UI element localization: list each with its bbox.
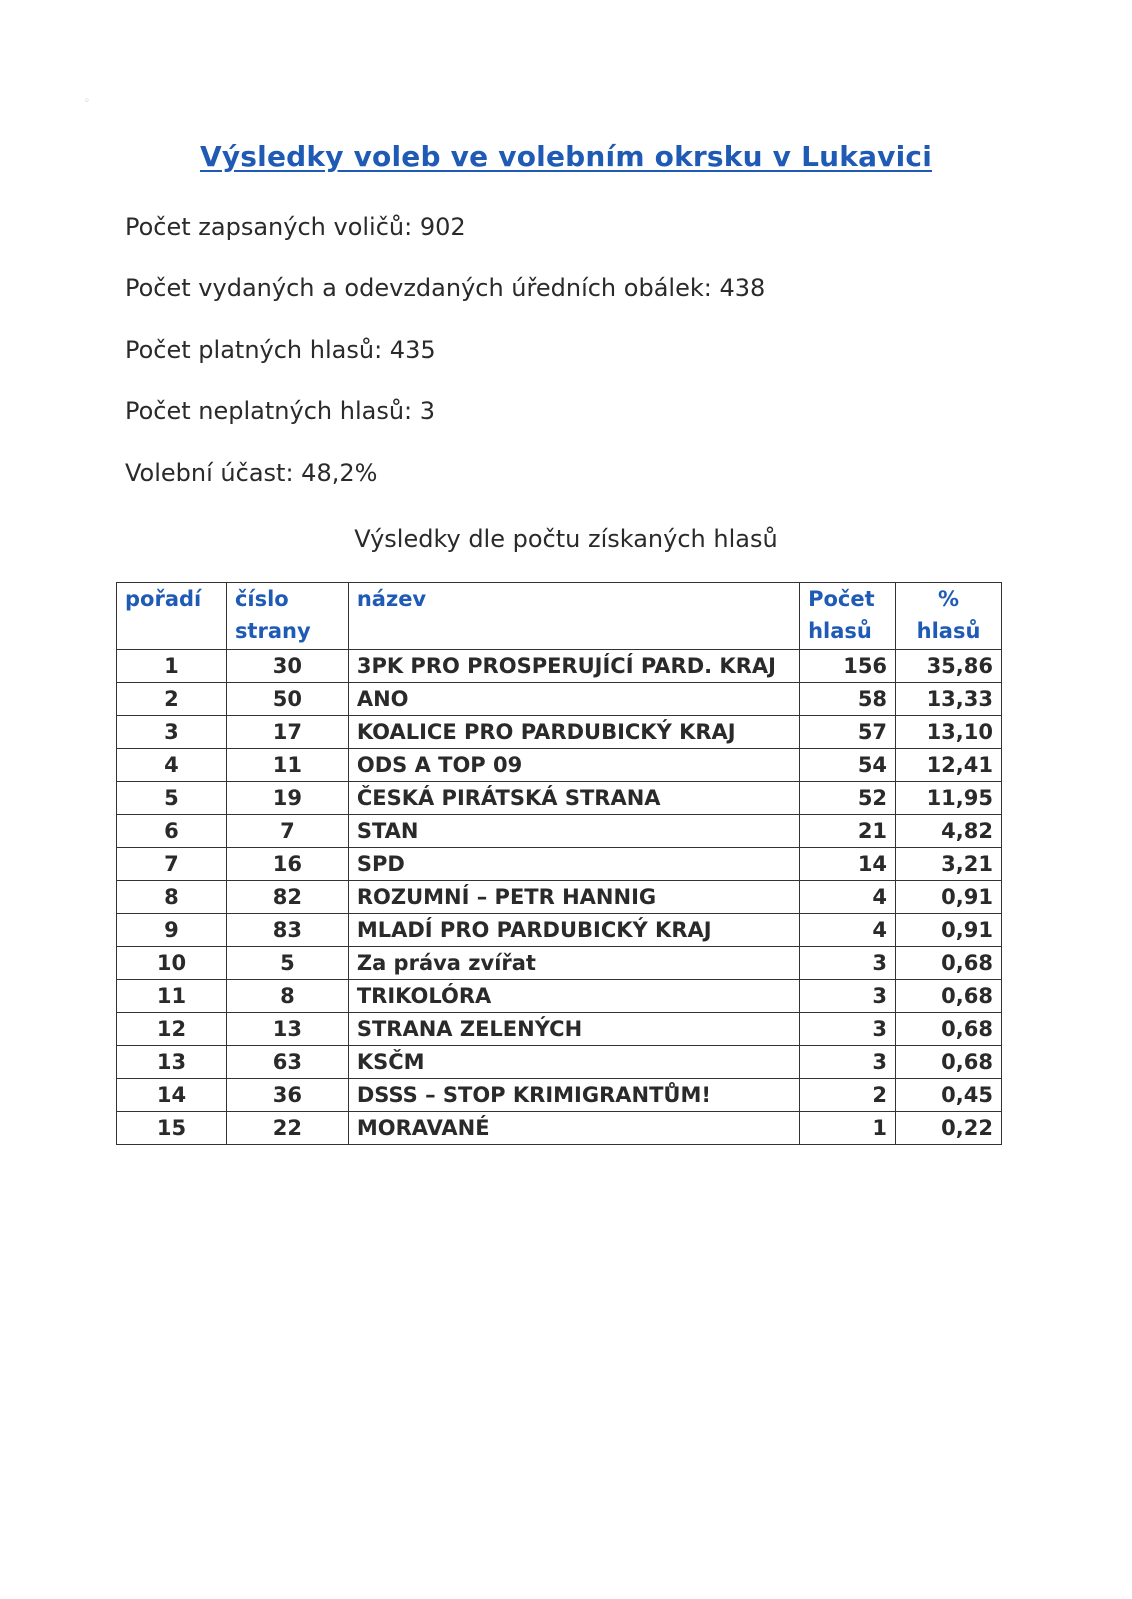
stat-label: Volební účast: <box>125 459 294 487</box>
stat-value: 438 <box>719 274 766 302</box>
cell-party-number: 83 <box>226 914 348 947</box>
cell-votes: 3 <box>800 1046 896 1079</box>
cell-rank: 11 <box>117 980 227 1013</box>
cell-party-number: 8 <box>226 980 348 1013</box>
table-row <box>117 1046 1002 1079</box>
cell-percent: 35,86 <box>896 650 1002 683</box>
cell-party-name: ANO <box>348 683 799 716</box>
cell-party-number: 13 <box>226 1013 348 1046</box>
cell-party-name: ODS A TOP 09 <box>348 749 799 782</box>
cell-percent: 0,68 <box>896 1046 1002 1079</box>
cell-party-name: Za práva zvířat <box>348 947 799 980</box>
header-party-number-line2: strany <box>234 619 311 643</box>
cell-percent: 0,68 <box>896 980 1002 1013</box>
stat-label: Počet platných hlasů: <box>125 336 383 364</box>
table-row <box>117 980 1002 1013</box>
cell-rank: 4 <box>117 749 227 782</box>
cell-percent: 11,95 <box>896 782 1002 815</box>
table-row <box>117 782 1002 815</box>
cell-party-name: DSSS – STOP KRIMIGRANTŮM! <box>348 1079 799 1112</box>
cell-party-number: 82 <box>226 881 348 914</box>
stat-invalid-votes <box>125 397 435 425</box>
header-percent-line1: % <box>938 587 960 611</box>
cell-party-number: 17 <box>226 716 348 749</box>
table-header-row <box>117 583 1002 650</box>
header-votes <box>800 583 896 650</box>
cell-rank: 15 <box>117 1112 227 1145</box>
stat-value: 435 <box>389 336 436 364</box>
stat-turnout <box>125 459 377 487</box>
cell-party-name: ROZUMNÍ – PETR HANNIG <box>348 881 799 914</box>
cell-percent: 0,22 <box>896 1112 1002 1145</box>
cell-party-name: STAN <box>348 815 799 848</box>
header-rank <box>117 583 227 650</box>
cell-party-number: 5 <box>226 947 348 980</box>
stat-registered-voters <box>125 213 466 241</box>
cell-party-number: 22 <box>226 1112 348 1145</box>
table-subtitle: Výsledky dle počtu získaných hlasů <box>354 525 778 553</box>
scan-speck: ◦ <box>84 96 90 107</box>
header-percent-line2: hlasů <box>916 619 981 643</box>
stat-label: Počet vydaných a odevzdaných úředních obálek: <box>125 274 712 302</box>
cell-party-name: TRIKOLÓRA <box>348 980 799 1013</box>
cell-votes: 3 <box>800 1013 896 1046</box>
cell-votes: 58 <box>800 683 896 716</box>
cell-percent: 0,91 <box>896 914 1002 947</box>
table-row <box>117 1112 1002 1145</box>
table-row <box>117 683 1002 716</box>
stat-value: 3 <box>419 397 436 425</box>
cell-percent: 0,91 <box>896 881 1002 914</box>
cell-party-number: 50 <box>226 683 348 716</box>
cell-party-name: KOALICE PRO PARDUBICKÝ KRAJ <box>348 716 799 749</box>
table-row <box>117 1013 1002 1046</box>
cell-rank: 5 <box>117 782 227 815</box>
cell-rank: 13 <box>117 1046 227 1079</box>
cell-votes: 2 <box>800 1079 896 1112</box>
cell-party-number: 7 <box>226 815 348 848</box>
page-title: Výsledky voleb ve volebním okrsku v Lukavici <box>199 140 933 173</box>
cell-percent: 13,10 <box>896 716 1002 749</box>
cell-percent: 0,45 <box>896 1079 1002 1112</box>
cell-rank: 10 <box>117 947 227 980</box>
cell-rank: 8 <box>117 881 227 914</box>
cell-party-number: 30 <box>226 650 348 683</box>
stat-valid-votes <box>125 336 436 364</box>
table-row <box>117 914 1002 947</box>
cell-party-name: 3PK PRO PROSPERUJÍCÍ PARD. KRAJ <box>348 650 799 683</box>
table-row <box>117 947 1002 980</box>
cell-rank: 3 <box>117 716 227 749</box>
cell-rank: 7 <box>117 848 227 881</box>
cell-party-number: 11 <box>226 749 348 782</box>
table-row <box>117 716 1002 749</box>
cell-party-name: SPD <box>348 848 799 881</box>
cell-votes: 14 <box>800 848 896 881</box>
cell-party-name: ČESKÁ PIRÁTSKÁ STRANA <box>348 782 799 815</box>
cell-percent: 0,68 <box>896 1013 1002 1046</box>
cell-party-number: 16 <box>226 848 348 881</box>
table-row <box>117 749 1002 782</box>
cell-votes: 156 <box>800 650 896 683</box>
cell-votes: 4 <box>800 914 896 947</box>
cell-votes: 52 <box>800 782 896 815</box>
cell-percent: 0,68 <box>896 947 1002 980</box>
cell-rank: 9 <box>117 914 227 947</box>
table-row <box>117 848 1002 881</box>
cell-rank: 12 <box>117 1013 227 1046</box>
cell-percent: 4,82 <box>896 815 1002 848</box>
cell-party-number: 19 <box>226 782 348 815</box>
cell-votes: 1 <box>800 1112 896 1145</box>
cell-votes: 3 <box>800 980 896 1013</box>
table-row <box>117 815 1002 848</box>
cell-party-number: 36 <box>226 1079 348 1112</box>
header-party-number-line1: číslo <box>234 587 289 611</box>
stat-label: Počet neplatných hlasů: <box>125 397 413 425</box>
cell-party-name: KSČM <box>348 1046 799 1079</box>
stat-envelopes <box>125 274 765 302</box>
cell-percent: 12,41 <box>896 749 1002 782</box>
header-name-label: název <box>356 587 427 611</box>
table-row <box>117 881 1002 914</box>
table-row <box>117 1079 1002 1112</box>
header-party-number <box>226 583 348 650</box>
cell-percent: 3,21 <box>896 848 1002 881</box>
cell-rank: 14 <box>117 1079 227 1112</box>
cell-party-number: 63 <box>226 1046 348 1079</box>
stat-value: 902 <box>419 213 466 241</box>
stat-label: Počet zapsaných voličů: <box>125 213 413 241</box>
cell-party-name: MORAVANÉ <box>348 1112 799 1145</box>
results-table <box>116 582 1002 1145</box>
cell-votes: 3 <box>800 947 896 980</box>
header-votes-line1: Počet <box>808 587 875 611</box>
cell-percent: 13,33 <box>896 683 1002 716</box>
header-name <box>348 583 799 650</box>
cell-votes: 4 <box>800 881 896 914</box>
cell-votes: 57 <box>800 716 896 749</box>
header-rank-label: pořadí <box>125 587 202 611</box>
stat-value: 48,2% <box>301 459 378 487</box>
cell-rank: 2 <box>117 683 227 716</box>
cell-party-name: MLADÍ PRO PARDUBICKÝ KRAJ <box>348 914 799 947</box>
cell-votes: 54 <box>800 749 896 782</box>
header-percent <box>896 583 1002 650</box>
header-votes-line2: hlasů <box>808 619 872 643</box>
cell-rank: 6 <box>117 815 227 848</box>
cell-votes: 21 <box>800 815 896 848</box>
table-row <box>117 650 1002 683</box>
cell-rank: 1 <box>117 650 227 683</box>
cell-party-name: STRANA ZELENÝCH <box>348 1013 799 1046</box>
